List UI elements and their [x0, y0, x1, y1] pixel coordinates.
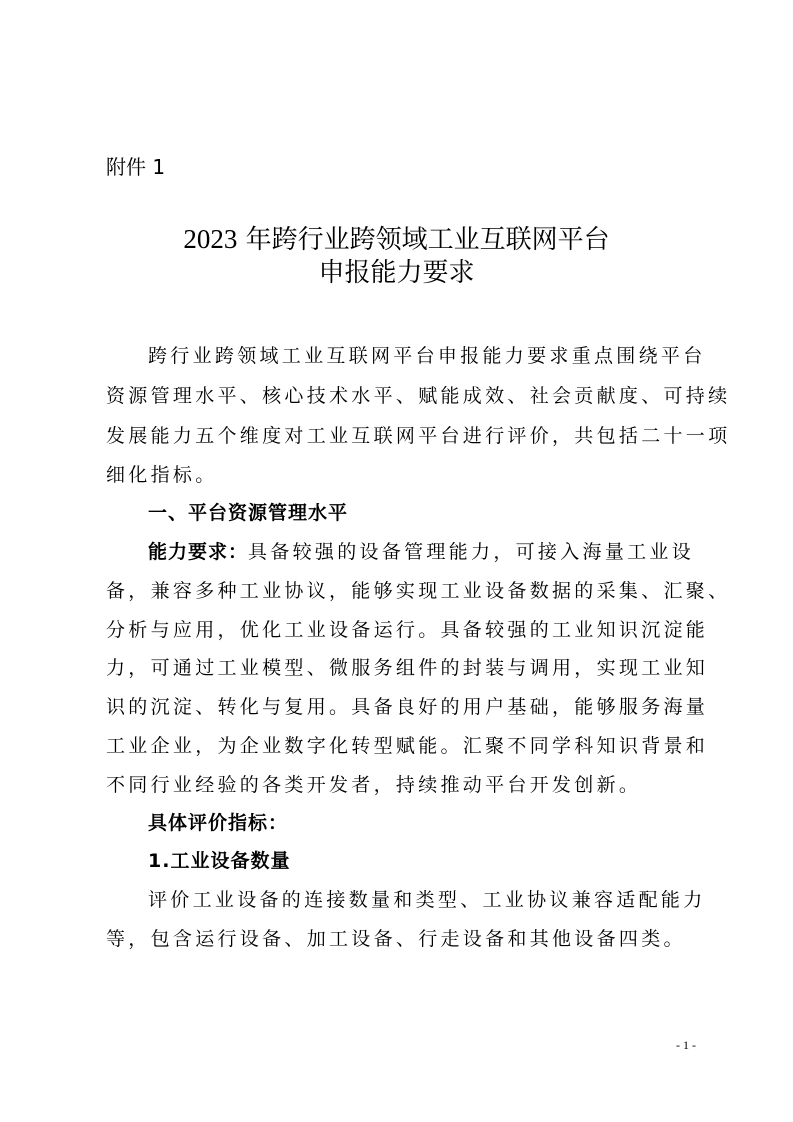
capability-line: 力，可通过工业模型、微服务组件的封装与调用，实现工业知 — [106, 657, 709, 679]
intro-line: 细化指标。 — [106, 464, 218, 486]
title-year: 2023 — [183, 224, 238, 254]
capability-text: 具备较强的设备管理能力，可接入海量工业设 — [248, 541, 695, 563]
section-heading-1: 一、平台资源管理水平 — [148, 502, 349, 524]
intro-line: 跨行业跨领域工业互联网平台申报能力要求重点围绕平台 — [148, 345, 706, 367]
indicators-heading: 具体评价指标： — [148, 812, 289, 834]
capability-line: 分析与应用，优化工业设备运行。具备较强的工业知识沉淀能 — [106, 619, 709, 641]
indicator-1-heading: 1.工业设备数量 — [148, 850, 291, 872]
intro-line: 发展能力五个维度对工业互联网平台进行评价，共包括二十一项 — [106, 425, 731, 447]
intro-line: 资源管理水平、核心技术水平、赋能成效、社会贡献度、可持续 — [106, 385, 731, 407]
page-number: - 1 - — [676, 1038, 696, 1052]
capability-line: 识的沉淀、转化与复用。具备良好的用户基础，能够服务海量 — [106, 696, 709, 718]
indicator-1-line: 评价工业设备的连接数量和类型、工业协议兼容适配能力 — [148, 889, 706, 911]
attachment-label: 附件 1 — [106, 155, 166, 179]
capability-line: 工业企业，为企业数字化转型赋能。汇聚不同学科知识背景和 — [106, 735, 709, 757]
capability-line — [148, 539, 696, 565]
capability-label: 能力要求： — [148, 541, 249, 563]
capability-line: 不同行业经验的各类开发者，持续推动平台开发创新。 — [106, 774, 642, 796]
title-line-1-text: 年跨行业跨领域工业互联网平台 — [237, 225, 610, 255]
document-title-line-2: 申报能力要求 — [318, 258, 475, 288]
indicator-1-line: 等，包含运行设备、加工设备、行走设备和其他设备四类。 — [106, 928, 686, 950]
capability-line: 备，兼容多种工业协议，能够实现工业设备数据的采集、汇聚、 — [106, 580, 731, 602]
